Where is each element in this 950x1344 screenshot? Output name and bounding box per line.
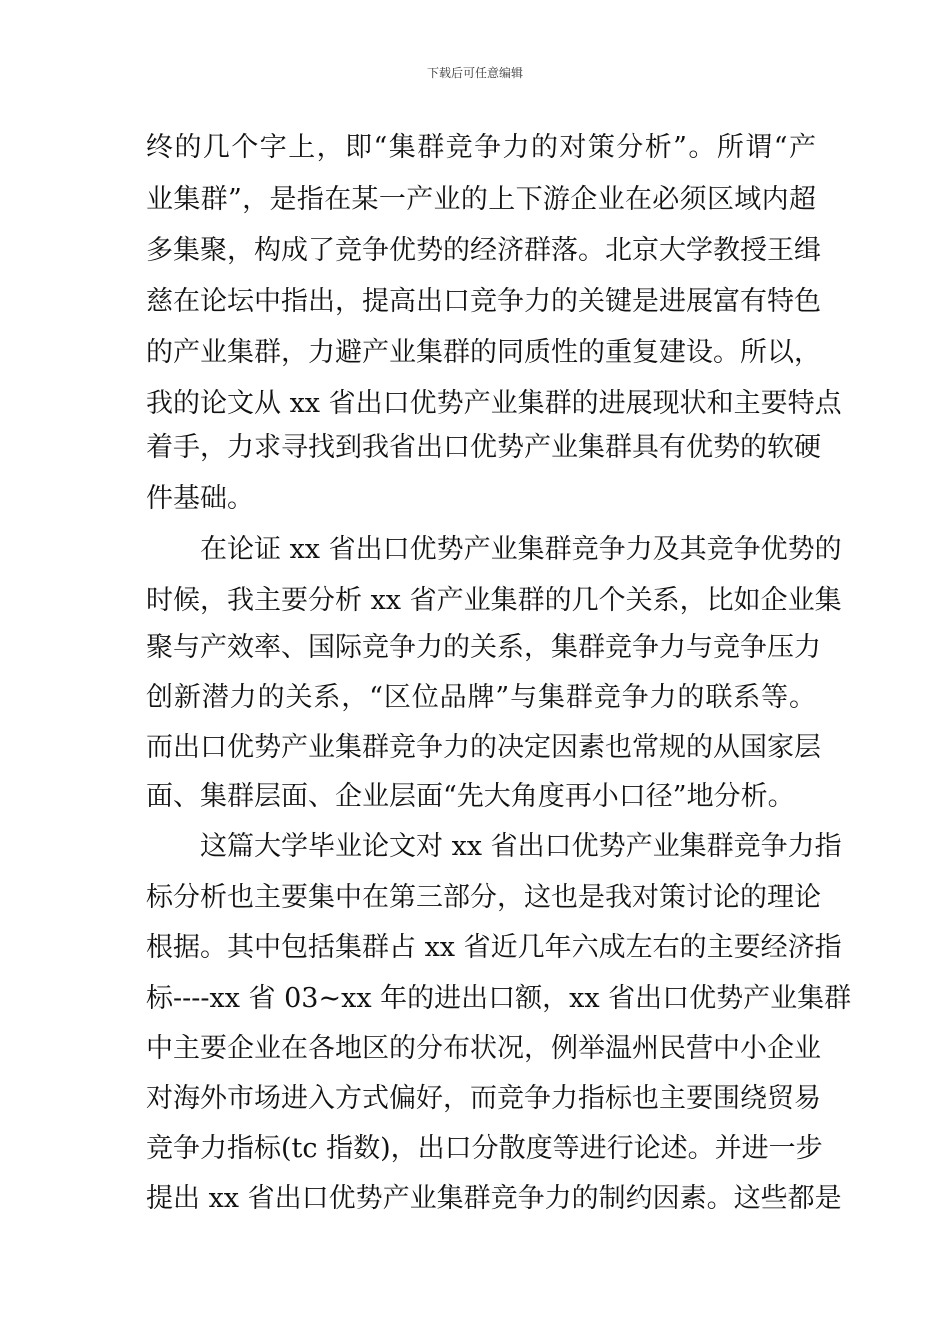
text-line: 我的论文从 xx 省出口优势产业集群的进展现状和主要特点 <box>146 388 842 419</box>
text-line: 竞争力指标(tc 指数)，出口分散度等进行论述。并进一步 <box>146 1133 823 1164</box>
text-line: 创新潜力的关系，“区位品牌”与集群竞争力的联系等。 <box>146 682 816 713</box>
text-line: 时候，我主要分析 xx 省产业集群的几个关系，比如企业集 <box>146 585 842 616</box>
text-line: 对海外市场进入方式偏好，而竞争力指标也主要围绕贸易 <box>146 1083 821 1114</box>
text-line: 标分析也主要集中在第三部分，这也是我对策讨论的理论 <box>146 882 821 913</box>
text-line: 慈在论坛中指出，提高出口竞争力的关键是进展富有特色 <box>146 286 821 317</box>
text-line: 根据。其中包括集群占 xx 省近几年六成左右的主要经济指 <box>146 932 842 963</box>
text-line: 这篇大学毕业论文对 xx 省出口优势产业集群竞争力指 <box>200 831 842 862</box>
text-line: 而出口优势产业集群竞争力的决定因素也常规的从国家层 <box>146 732 821 763</box>
text-line: 中主要企业在各地区的分布状况，例举温州民营中小企业 <box>146 1033 821 1064</box>
text-line: 的产业集群，力避产业集群的同质性的重复建设。所以， <box>146 337 821 368</box>
text-line: 件基础。 <box>146 483 254 514</box>
text-line: 提出 xx 省出口优势产业集群竞争力的制约因素。这些都是 <box>146 1183 842 1214</box>
text-line: 着手，力求寻找到我省出口优势产业集群具有优势的软硬 <box>146 432 821 463</box>
text-line: 面、集群层面、企业层面“先大角度再小口径”地分析。 <box>146 781 795 812</box>
text-line: 聚与产效率、国际竞争力的关系，集群竞争力与竞争压力 <box>146 632 821 663</box>
text-line: 业集群”，是指在某一产业的上下游企业在必须区域内超 <box>146 184 816 215</box>
page-header: 下载后可任意编辑 <box>426 66 523 80</box>
text-line: 终的几个字上，即“集群竞争力的对策分析”。所谓“产 <box>146 132 816 163</box>
text-line: 在论证 xx 省出口优势产业集群竞争力及其竞争优势的 <box>200 534 842 565</box>
text-line: 标----xx 省 03~xx 年的进出口额，xx 省出口优势产业集群 <box>146 983 852 1014</box>
text-line: 多集聚，构成了竞争优势的经济群落。北京大学教授王缉 <box>146 235 821 266</box>
